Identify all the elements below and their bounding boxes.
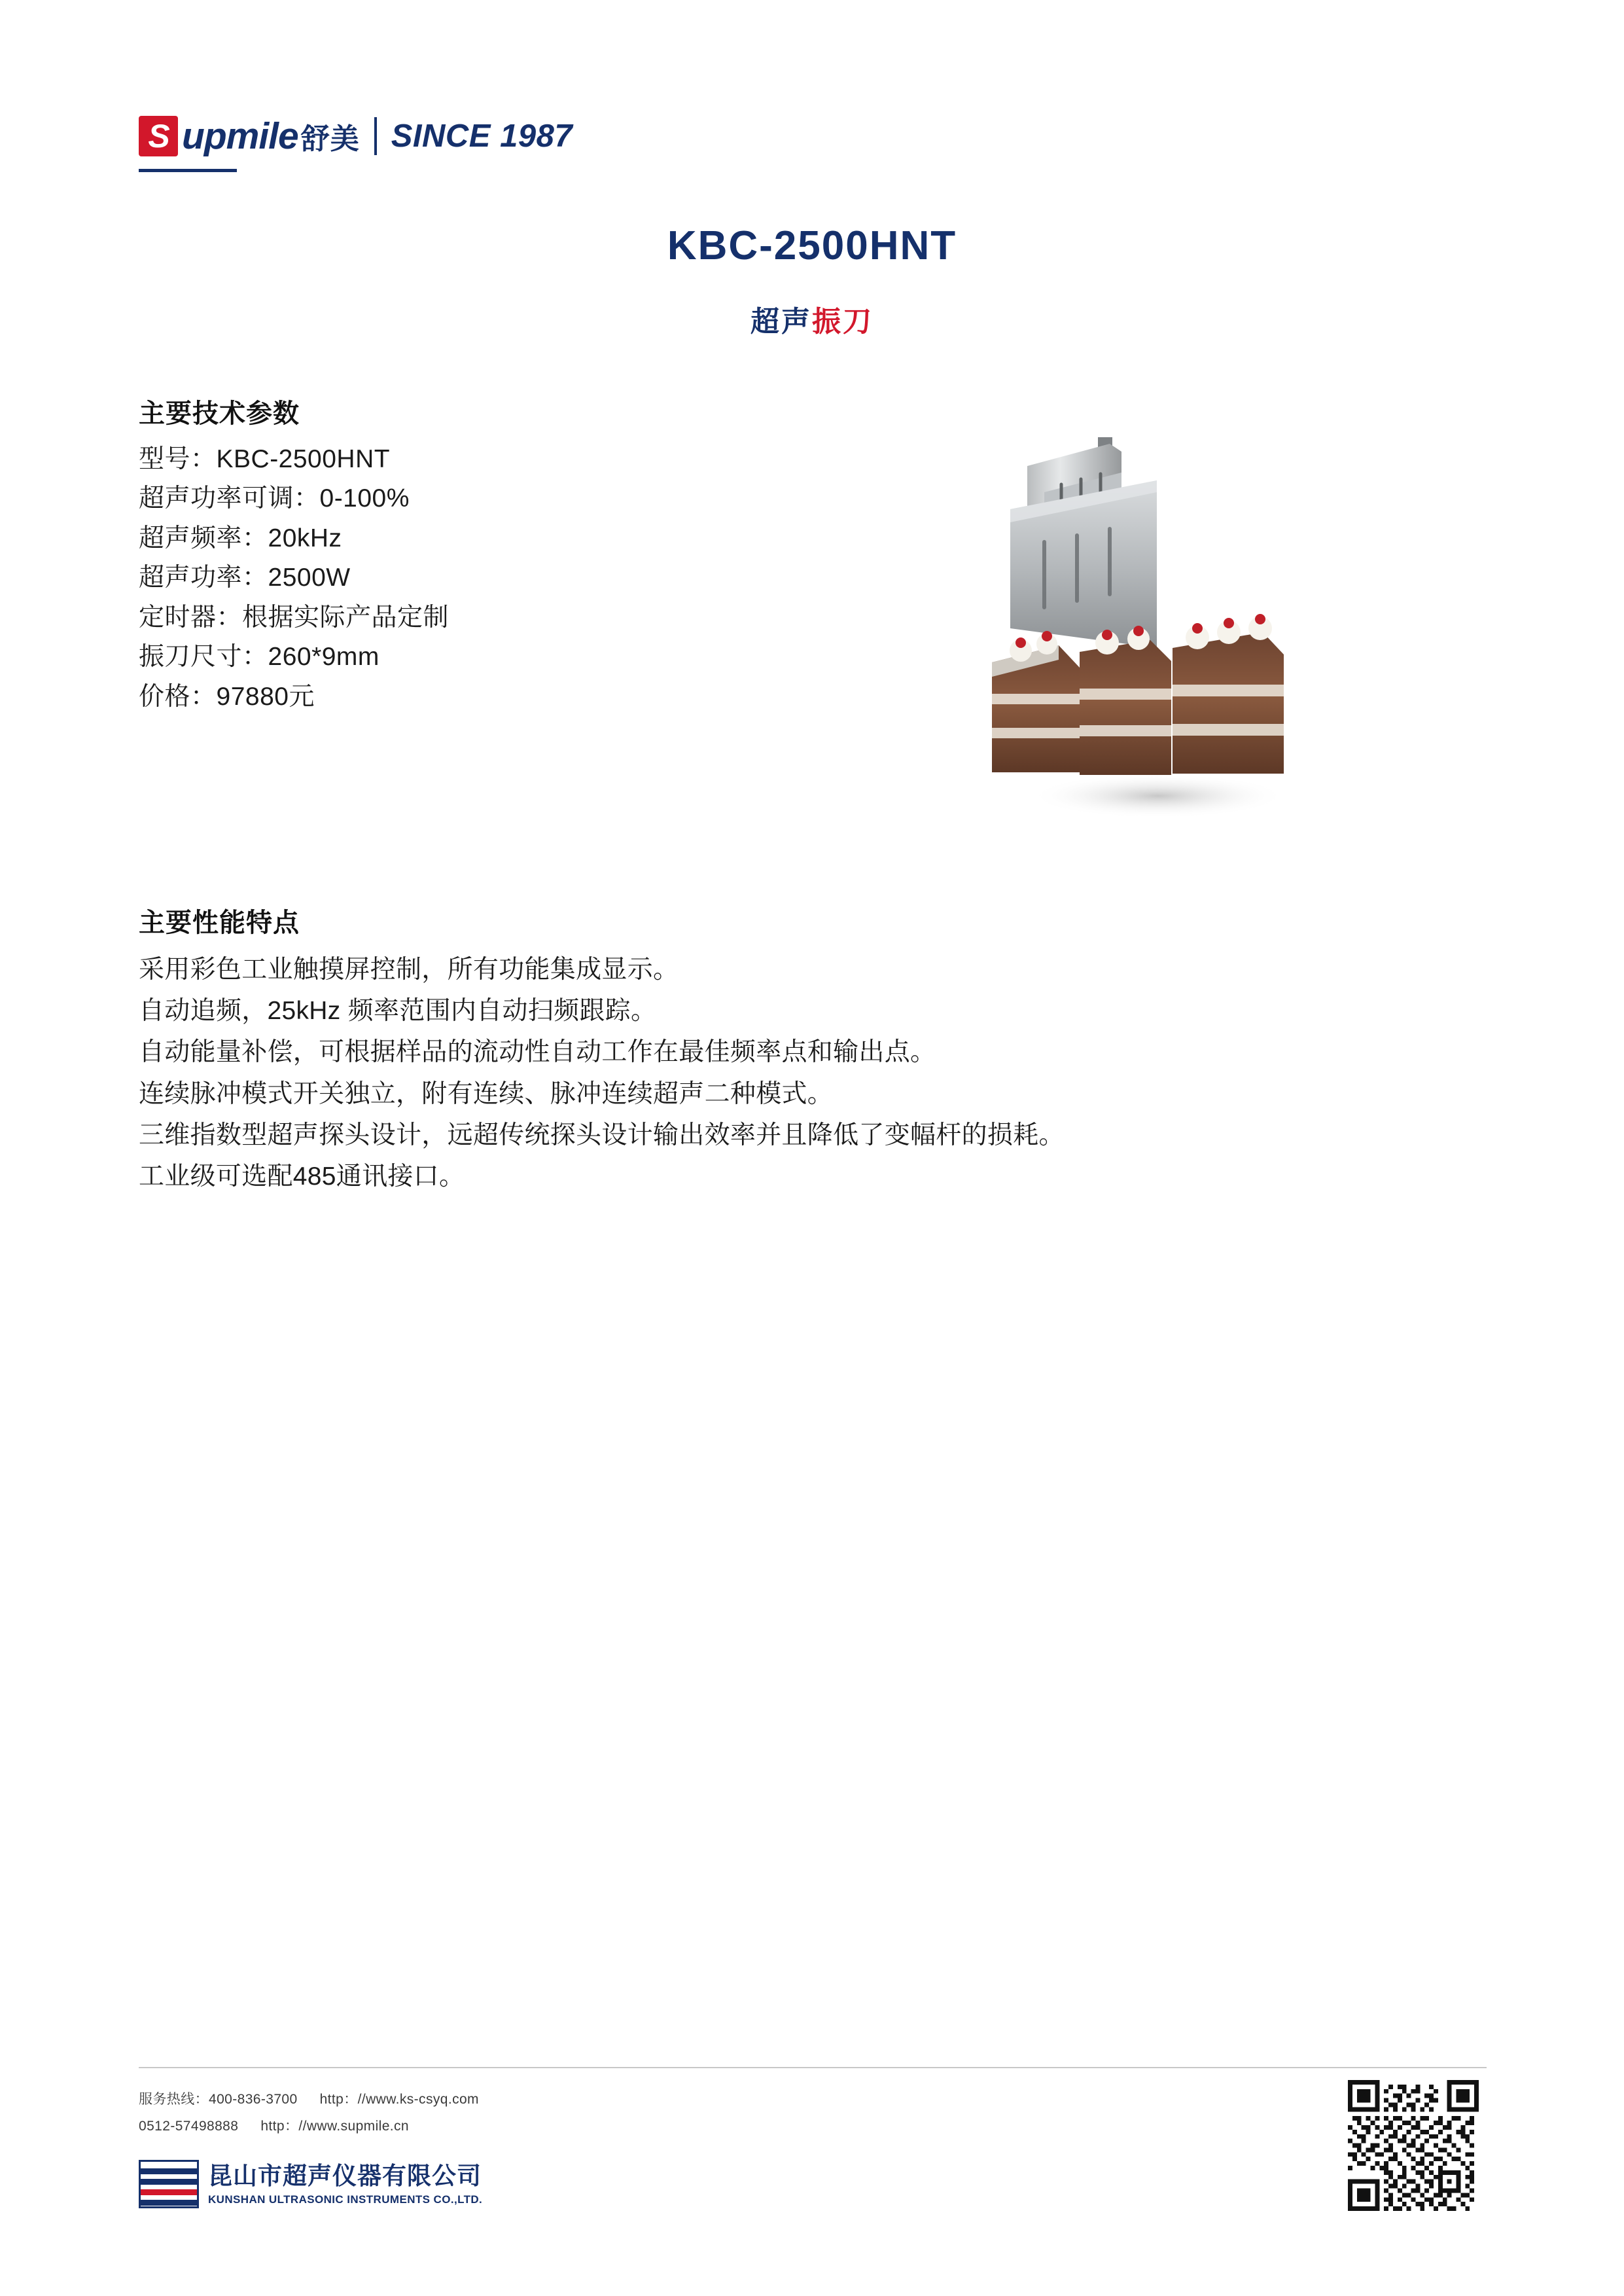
http-label-2: http： [260,2118,299,2134]
page-title: KBC-2500HNT [667,223,957,268]
brand-logo [139,115,573,158]
company-logo-icon [139,2160,199,2208]
logo-wordmark: upmile [182,115,298,157]
list-item: 价格：97880元 [139,682,315,711]
list-item: 自动追频，25kHz 频率范围内自动扫频跟踪。 [139,997,657,1026]
list-item: 连续脉冲模式开关独立，附有连续、脉冲连续超声二种模式。 [139,1079,834,1108]
list-item: 超声功率：2500W [139,564,351,592]
list-item: 工业级可选配485通讯接口。 [139,1162,465,1191]
hotline-value: 400-836-3700 [209,2092,298,2107]
list-item: 定时器：根据实际产品定制 [139,603,450,632]
company-name-en: KUNSHAN ULTRASONIC INSTRUMENTS CO.,LTD. [208,2193,483,2206]
list-item: 超声频率：20kHz [139,524,342,552]
logo-divider [374,117,377,155]
specs-list [139,440,858,717]
list-item: 采用彩色工业触摸屏控制，所有功能集成显示。 [139,956,679,984]
list-item: 型号：KBC-2500HNT [139,445,391,473]
footer-company [139,2160,482,2208]
page-subtitle [0,298,1624,340]
list-item: 振刀尺寸：260*9mm [139,643,380,672]
features-heading: 主要性能特点 [139,908,300,937]
hotline-label: 服务热线： [139,2092,209,2107]
qr-code-icon [1348,2080,1479,2211]
features-list [139,949,1382,1197]
company-name-cn: 昆山市超声仪器有限公司 [208,2162,482,2189]
logo-underline [139,169,237,172]
website-2[interactable]: //www.supmile.cn [298,2118,409,2134]
phone-value: 0512-57498888 [139,2118,239,2134]
specs-heading: 主要技术参数 [139,399,300,428]
footer-divider [139,2067,1487,2068]
list-item: 超声功率可调：0-100% [139,484,410,513]
footer-contact [139,2087,479,2140]
list-item: 自动能量补偿，可根据样品的流动性自动工作在最佳频率点和输出点。 [139,1038,936,1067]
list-item: 三维指数型超声探头设计，远超传统探头设计输出效率并且降低了变幅杆的损耗。 [139,1121,1065,1149]
page-subtitle-part2: 振刀 [812,306,874,338]
page-subtitle-part1: 超声 [750,306,812,338]
http-label-1: http： [319,2092,358,2107]
product-image [981,432,1322,838]
website-1[interactable]: //www.ks-csyq.com [357,2092,479,2107]
logo-chinese-name: 舒美 [300,123,360,155]
logo-mark-icon: S [139,116,178,156]
logo-since-text: SINCE 1987 [391,118,573,154]
